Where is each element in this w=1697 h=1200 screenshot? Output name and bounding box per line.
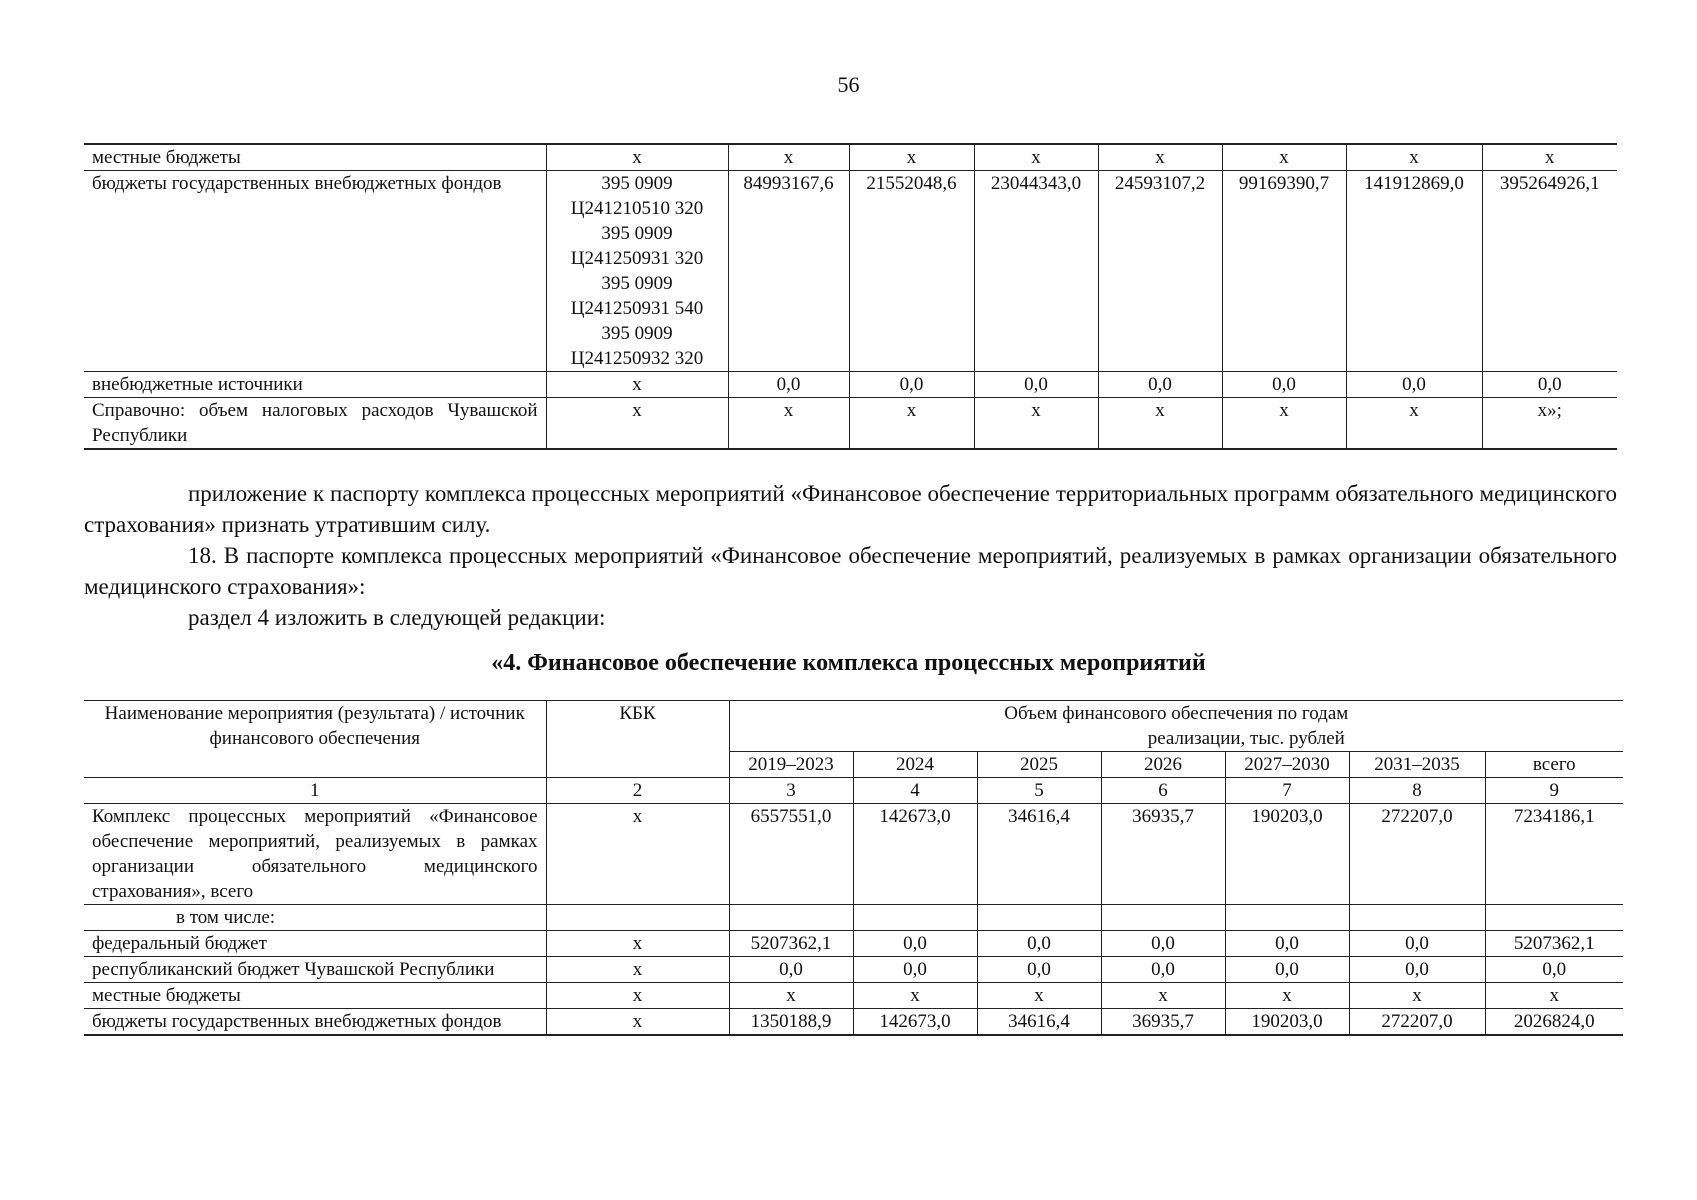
value-cell: x	[728, 144, 849, 171]
value-cell: x	[853, 983, 977, 1009]
row-name-extrabudgetary-funds: бюджеты государственных внебюджетных фондов	[84, 1009, 546, 1036]
value-cell: x	[728, 398, 849, 450]
kbk-cell: x	[546, 1009, 729, 1036]
header-volume-line1: Объем финансового обеспечения по годам	[1004, 703, 1349, 724]
row-name-tax-expenditures: Справочно: объем налоговых расходов Чувашской Республики	[84, 398, 546, 450]
kbk-cell: x	[546, 372, 728, 398]
kbk-line: Ц241250931 540	[570, 298, 704, 319]
value-cell: 7234186,1	[1485, 804, 1623, 905]
header-year: 2024	[853, 752, 977, 778]
kbk-cell: x	[546, 957, 729, 983]
table-row	[84, 372, 1617, 398]
value-cell: 36935,7	[1101, 804, 1225, 905]
kbk-cell: x	[546, 144, 728, 171]
value-cell: 0,0	[977, 931, 1101, 957]
value-cell: 0,0	[853, 957, 977, 983]
value-cell: 0,0	[977, 957, 1101, 983]
value-cell: 190203,0	[1225, 804, 1349, 905]
table-row	[84, 144, 1617, 171]
kbk-cell	[546, 171, 728, 372]
value-cell	[853, 905, 977, 931]
value-cell: 395264926,1	[1482, 171, 1617, 372]
value-cell: 2026824,0	[1485, 1009, 1623, 1036]
value-cell	[1101, 905, 1225, 931]
value-cell: x	[1222, 398, 1346, 450]
value-cell: 84993167,6	[728, 171, 849, 372]
table-row	[84, 1009, 1623, 1036]
table-column-numbers-row	[84, 778, 1623, 804]
value-cell	[977, 905, 1101, 931]
kbk-cell: x	[546, 931, 729, 957]
value-cell: 0,0	[1222, 372, 1346, 398]
value-cell: 0,0	[1101, 957, 1225, 983]
row-name-complex-total: Комплекс процессных мероприятий «Финансовое обеспечение мероприятий, реализуемых в рамках организации обязательного медицинского страхования», всего	[84, 804, 546, 905]
kbk-line: 395 0909	[601, 273, 673, 294]
value-cell: x	[1485, 983, 1623, 1009]
header-total: всего	[1485, 752, 1623, 778]
value-cell: x	[1225, 983, 1349, 1009]
paragraph-appendix-void	[84, 478, 1617, 540]
column-number: 5	[977, 778, 1101, 804]
value-cell: 0,0	[853, 931, 977, 957]
value-cell: 1350188,9	[729, 1009, 853, 1036]
header-kbk: КБК	[546, 701, 729, 778]
column-number: 8	[1349, 778, 1485, 804]
financing-table-continued	[84, 143, 1617, 450]
value-cell: 34616,4	[977, 1009, 1101, 1036]
value-cell	[729, 905, 853, 931]
value-cell	[1225, 905, 1349, 931]
value-cell: x	[1482, 144, 1617, 171]
page-number: 56	[837, 72, 860, 97]
row-name-including: в том числе:	[84, 905, 546, 931]
kbk-line: 395 0909	[601, 323, 673, 344]
kbk-cell: x	[546, 983, 729, 1009]
value-cell: 21552048,6	[849, 171, 974, 372]
table-row	[84, 171, 1617, 372]
kbk-cell	[546, 905, 729, 931]
value-cell: x	[1098, 144, 1222, 171]
value-cell: x	[1101, 983, 1225, 1009]
value-cell: x	[974, 144, 1098, 171]
value-cell: 5207362,1	[729, 931, 853, 957]
value-cell: 0,0	[1482, 372, 1617, 398]
section-title: «4. Финансовое обеспечение комплекса процессных мероприятий	[491, 650, 1206, 676]
header-year: 2031–2035	[1349, 752, 1485, 778]
value-cell: 0,0	[728, 372, 849, 398]
value-cell: 6557551,0	[729, 804, 853, 905]
value-cell: 142673,0	[853, 1009, 977, 1036]
value-cell: 142673,0	[853, 804, 977, 905]
value-cell: 272207,0	[1349, 1009, 1485, 1036]
column-number: 6	[1101, 778, 1225, 804]
paragraph-item-18	[84, 540, 1617, 602]
value-cell: 34616,4	[977, 804, 1101, 905]
value-cell: 0,0	[1346, 372, 1482, 398]
table-row	[84, 398, 1617, 450]
value-cell: 0,0	[974, 372, 1098, 398]
value-cell: x	[977, 983, 1101, 1009]
header-year: 2027–2030	[1225, 752, 1349, 778]
value-cell	[1485, 905, 1623, 931]
value-cell: x	[1222, 144, 1346, 171]
value-cell: 99169390,7	[1222, 171, 1346, 372]
table-row	[84, 905, 1623, 931]
kbk-cell: x	[546, 804, 729, 905]
kbk-line: 395 0909	[601, 173, 673, 194]
value-cell: x	[1349, 983, 1485, 1009]
paragraph-text: раздел 4 изложить в следующей редакции:	[188, 605, 606, 630]
value-cell: x	[1346, 144, 1482, 171]
value-cell: x	[849, 398, 974, 450]
kbk-line: 395 0909	[601, 223, 673, 244]
value-cell: x	[849, 144, 974, 171]
financing-table-section-4	[84, 700, 1623, 1036]
value-cell: 0,0	[1225, 931, 1349, 957]
paragraph-section-4	[84, 602, 1617, 633]
column-number: 2	[546, 778, 729, 804]
value-cell: x	[1098, 398, 1222, 450]
value-cell: 190203,0	[1225, 1009, 1349, 1036]
value-cell: 0,0	[1225, 957, 1349, 983]
column-number: 9	[1485, 778, 1623, 804]
table-row	[84, 804, 1623, 905]
value-cell: 0,0	[1349, 931, 1485, 957]
row-name-local-budgets: местные бюджеты	[84, 983, 546, 1009]
value-cell: 24593107,2	[1098, 171, 1222, 372]
column-number: 1	[84, 778, 546, 804]
kbk-cell: x	[546, 398, 728, 450]
table-row	[84, 931, 1623, 957]
header-year: 2026	[1101, 752, 1225, 778]
value-cell: 0,0	[849, 372, 974, 398]
header-year: 2019–2023	[729, 752, 853, 778]
row-name-federal-budget: федеральный бюджет	[84, 931, 546, 957]
value-cell: 0,0	[729, 957, 853, 983]
row-name-local-budgets: местные бюджеты	[84, 144, 546, 171]
column-number: 3	[729, 778, 853, 804]
column-number: 7	[1225, 778, 1349, 804]
value-cell: 0,0	[1349, 957, 1485, 983]
value-cell: x	[1346, 398, 1482, 450]
kbk-line: Ц241250931 320	[570, 248, 704, 269]
value-cell: 141912869,0	[1346, 171, 1482, 372]
value-cell: x	[974, 398, 1098, 450]
value-cell: x»;	[1482, 398, 1617, 450]
header-volume-line2: реализации, тыс. рублей	[1147, 728, 1345, 749]
value-cell	[1349, 905, 1485, 931]
column-number: 4	[853, 778, 977, 804]
kbk-line: Ц241210510 320	[570, 198, 704, 219]
row-name-extrabudgetary-sources: внебюджетные источники	[84, 372, 546, 398]
value-cell: 272207,0	[1349, 804, 1485, 905]
row-name-republican-budget: республиканский бюджет Чувашской Республики	[84, 957, 546, 983]
row-name-extrabudgetary-funds: бюджеты государственных внебюджетных фондов	[84, 171, 546, 372]
table-row	[84, 957, 1623, 983]
value-cell: 36935,7	[1101, 1009, 1225, 1036]
value-cell: 0,0	[1485, 957, 1623, 983]
kbk-line: Ц241250932 320	[570, 348, 704, 369]
value-cell: 0,0	[1101, 931, 1225, 957]
paragraph-text: приложение к паспорту комплекса процессных мероприятий «Финансовое обеспечение территориальных программ обязательного медицинского страхования» признать утратившим силу.	[84, 481, 1617, 537]
value-cell: 23044343,0	[974, 171, 1098, 372]
header-name: Наименование мероприятия (результата) / источник финансового обеспечения	[84, 701, 546, 778]
value-cell: x	[729, 983, 853, 1009]
table-row	[84, 983, 1623, 1009]
value-cell: 0,0	[1098, 372, 1222, 398]
table-header-row	[84, 701, 1623, 752]
value-cell: 5207362,1	[1485, 931, 1623, 957]
header-volume	[729, 701, 1623, 752]
paragraph-text: 18. В паспорте комплекса процессных мероприятий «Финансовое обеспечение мероприятий, реализуемых в рамках организации обязательного медицинского страхования»:	[84, 543, 1617, 599]
header-year: 2025	[977, 752, 1101, 778]
